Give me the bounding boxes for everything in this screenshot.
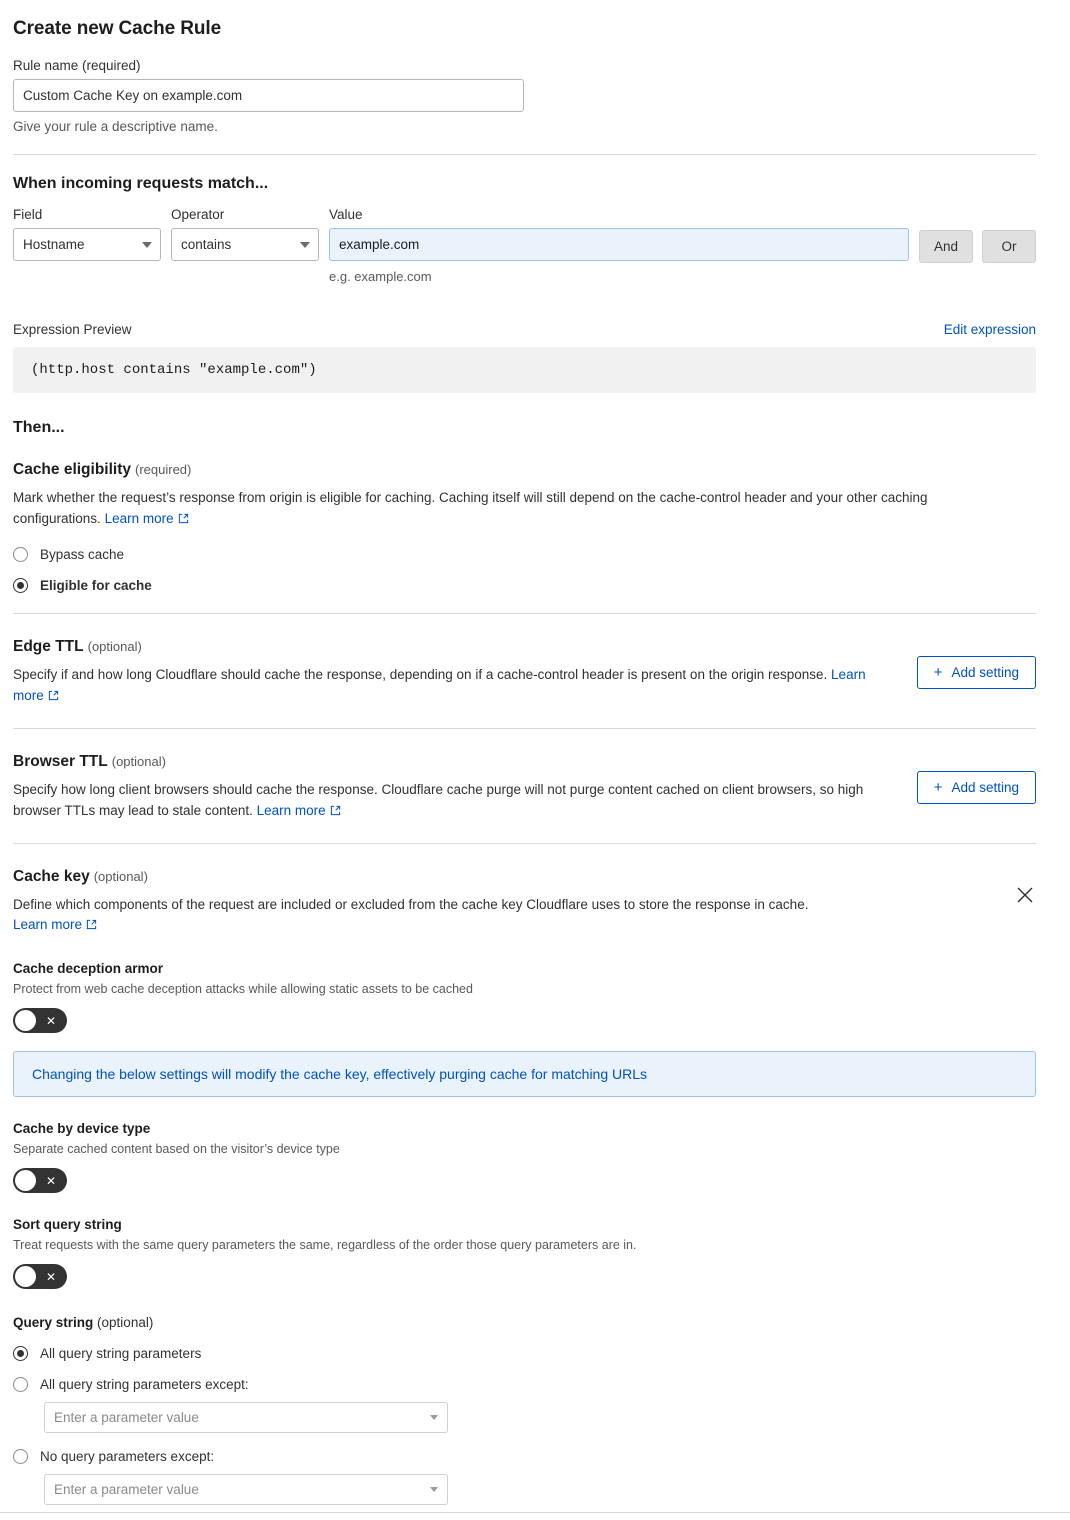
browser-ttl-add-setting-button[interactable] xyxy=(917,771,1036,804)
query-string-optional: (optional) xyxy=(97,1315,154,1331)
cache-by-device-type-toggle[interactable] xyxy=(13,1168,67,1193)
external-link-icon xyxy=(330,802,341,823)
radio-all-query-string-parameters-except-control[interactable] xyxy=(13,1377,28,1392)
radio-all-query-string-parameters[interactable] xyxy=(13,1346,1036,1361)
edge-ttl-title-text: Edge TTL xyxy=(13,637,84,655)
plus-icon: + xyxy=(933,778,943,796)
cache-by-device-type-description: Separate cached content based on the visitor’s device type xyxy=(13,1142,340,1157)
rule-name-input[interactable] xyxy=(13,79,524,112)
field-select-value: Hostname xyxy=(23,237,85,252)
sort-query-string-toggle[interactable] xyxy=(13,1264,67,1289)
divider xyxy=(13,843,1036,844)
query-string-title xyxy=(13,1315,1036,1330)
cache-eligibility-learn-more-link[interactable]: Learn more xyxy=(104,510,174,526)
browser-ttl-description xyxy=(13,780,883,823)
rule-name-label: Rule name (required) xyxy=(13,58,141,73)
radio-all-query-string-parameters-except-label: All query string parameters except: xyxy=(40,1377,249,1393)
sort-query-string-description: Treat requests with the same query parameters the same, regardless of the order those query parameters are in. xyxy=(13,1238,637,1253)
cache-eligibility-description xyxy=(13,488,1013,531)
cache-eligibility-title xyxy=(13,461,1036,479)
radio-eligible-for-cache-control[interactable] xyxy=(13,578,28,593)
chevron-down-icon xyxy=(430,1415,438,1420)
radio-all-query-string-parameters-control[interactable] xyxy=(13,1346,28,1361)
operator-column xyxy=(171,207,319,261)
edge-ttl-description-text: Specify if and how long Cloudflare should cache the response, depending on if a cache-control header is present on the origin response. xyxy=(13,666,828,682)
all-except-parameter-placeholder: Enter a parameter value xyxy=(54,1410,199,1426)
radio-eligible-for-cache-label: Eligible for cache xyxy=(40,577,152,593)
cache-key-optional: (optional) xyxy=(93,868,148,884)
match-row xyxy=(13,207,1036,284)
sort-query-string-title: Sort query string xyxy=(13,1217,122,1233)
none-except-parameter-input[interactable] xyxy=(44,1474,448,1505)
cache-key-title xyxy=(13,868,1036,886)
expression-header xyxy=(13,322,1036,337)
match-heading: When incoming requests match... xyxy=(13,175,269,192)
toggle-knob xyxy=(15,1170,36,1191)
cache-key-title-text: Cache key xyxy=(13,867,90,885)
operator-select-value: contains xyxy=(181,237,232,252)
expression-preview-label: Expression Preview xyxy=(13,322,132,337)
radio-no-query-parameters-except-label: No query parameters except: xyxy=(40,1449,215,1465)
none-except-parameter-placeholder: Enter a parameter value xyxy=(54,1482,199,1498)
toggle-off-icon: ✕ xyxy=(45,1269,56,1284)
browser-ttl-title-text: Browser TTL xyxy=(13,752,108,770)
external-link-icon xyxy=(86,916,97,937)
then-heading: Then... xyxy=(13,419,65,436)
divider xyxy=(13,613,1036,614)
chevron-down-icon xyxy=(300,242,310,248)
radio-all-query-string-parameters-label: All query string parameters xyxy=(40,1346,202,1362)
value-input[interactable] xyxy=(329,228,909,261)
field-select[interactable] xyxy=(13,228,161,261)
chevron-down-icon xyxy=(430,1487,438,1492)
cache-key-notice: Changing the below settings will modify the cache key, effectively purging cache for matching URLs xyxy=(13,1051,1036,1097)
cache-key-section xyxy=(13,868,1036,1506)
browser-ttl-learn-more-link[interactable]: Learn more xyxy=(256,802,326,818)
chevron-down-icon xyxy=(142,242,152,248)
cache-key-description-text: Define which components of the request are included or excluded from the cache key Cloudflare uses to store the response in cache. xyxy=(13,896,809,912)
radio-bypass-cache-label: Bypass cache xyxy=(40,546,125,562)
cache-eligibility-required: (required) xyxy=(135,462,192,477)
cache-by-device-type-title: Cache by device type xyxy=(13,1121,151,1137)
toggle-knob xyxy=(15,1010,36,1031)
operator-select[interactable] xyxy=(171,228,319,261)
cache-deception-armor-title: Cache deception armor xyxy=(13,961,164,977)
cache-key-learn-more-link[interactable]: Learn more xyxy=(13,917,83,933)
radio-no-query-parameters-except[interactable] xyxy=(13,1449,1036,1464)
radio-no-query-parameters-except-control[interactable] xyxy=(13,1449,28,1464)
edge-ttl-add-setting-label: Add setting xyxy=(951,664,1019,680)
radio-bypass-cache[interactable] xyxy=(13,547,1036,562)
edge-ttl-learn-more-link[interactable]: Learn more xyxy=(13,666,866,703)
value-help: e.g. example.com xyxy=(329,269,432,284)
expression-preview: (http.host contains "example.com") xyxy=(13,347,1036,393)
cache-eligibility-description-text: Mark whether the request’s response from origin is eligible for caching. Caching itself will still depend on the cache-control header and your other caching configurations. xyxy=(13,490,928,526)
query-string-title-text: Query string xyxy=(13,1315,94,1331)
toggle-off-icon: ✕ xyxy=(45,1173,56,1188)
cache-deception-armor-toggle[interactable] xyxy=(13,1008,67,1033)
close-icon[interactable] xyxy=(1014,884,1036,906)
logic-buttons xyxy=(919,230,1036,263)
operator-label: Operator xyxy=(171,207,225,222)
radio-all-query-string-parameters-except[interactable] xyxy=(13,1377,1036,1392)
or-button[interactable]: Or xyxy=(982,230,1036,263)
rule-name-group xyxy=(13,58,1036,134)
radio-eligible-for-cache[interactable] xyxy=(13,578,1036,593)
cache-deception-armor-description: Protect from web cache deception attacks while allowing static assets to be cached xyxy=(13,982,473,997)
divider xyxy=(13,154,1036,155)
field-column xyxy=(13,207,161,261)
toggle-knob xyxy=(15,1266,36,1287)
page-title: Create new Cache Rule xyxy=(13,18,222,39)
edge-ttl-optional: (optional) xyxy=(87,638,142,654)
cache-key-description xyxy=(13,895,1013,938)
and-button[interactable]: And xyxy=(919,230,973,263)
edge-ttl-section xyxy=(13,638,1036,708)
field-label: Field xyxy=(13,207,43,222)
browser-ttl-add-setting-label: Add setting xyxy=(951,779,1019,795)
edge-ttl-description xyxy=(13,665,883,708)
rule-name-help: Give your rule a descriptive name. xyxy=(13,119,218,134)
external-link-icon xyxy=(48,687,59,708)
browser-ttl-title xyxy=(13,753,1036,771)
browser-ttl-optional: (optional) xyxy=(111,753,166,769)
radio-bypass-cache-control[interactable] xyxy=(13,547,28,562)
edge-ttl-title xyxy=(13,638,1036,656)
edit-expression-link[interactable]: Edit expression xyxy=(943,322,1036,337)
browser-ttl-section xyxy=(13,753,1036,823)
all-except-parameter-input[interactable] xyxy=(44,1402,448,1433)
value-label: Value xyxy=(329,207,363,222)
divider xyxy=(13,728,1036,729)
toggle-off-icon: ✕ xyxy=(45,1013,56,1028)
browser-ttl-description-text: Specify how long client browsers should cache the response. Cloudflare cache purge will not purge content cached on client browsers, so high browser TTLs may lead to stale content. xyxy=(13,781,864,818)
edge-ttl-add-setting-button[interactable] xyxy=(917,656,1036,689)
cache-eligibility-title-text: Cache eligibility xyxy=(13,461,132,478)
value-column xyxy=(329,207,909,284)
bottom-bar xyxy=(0,1512,1070,1520)
external-link-icon xyxy=(178,510,189,531)
plus-icon: + xyxy=(933,663,943,681)
